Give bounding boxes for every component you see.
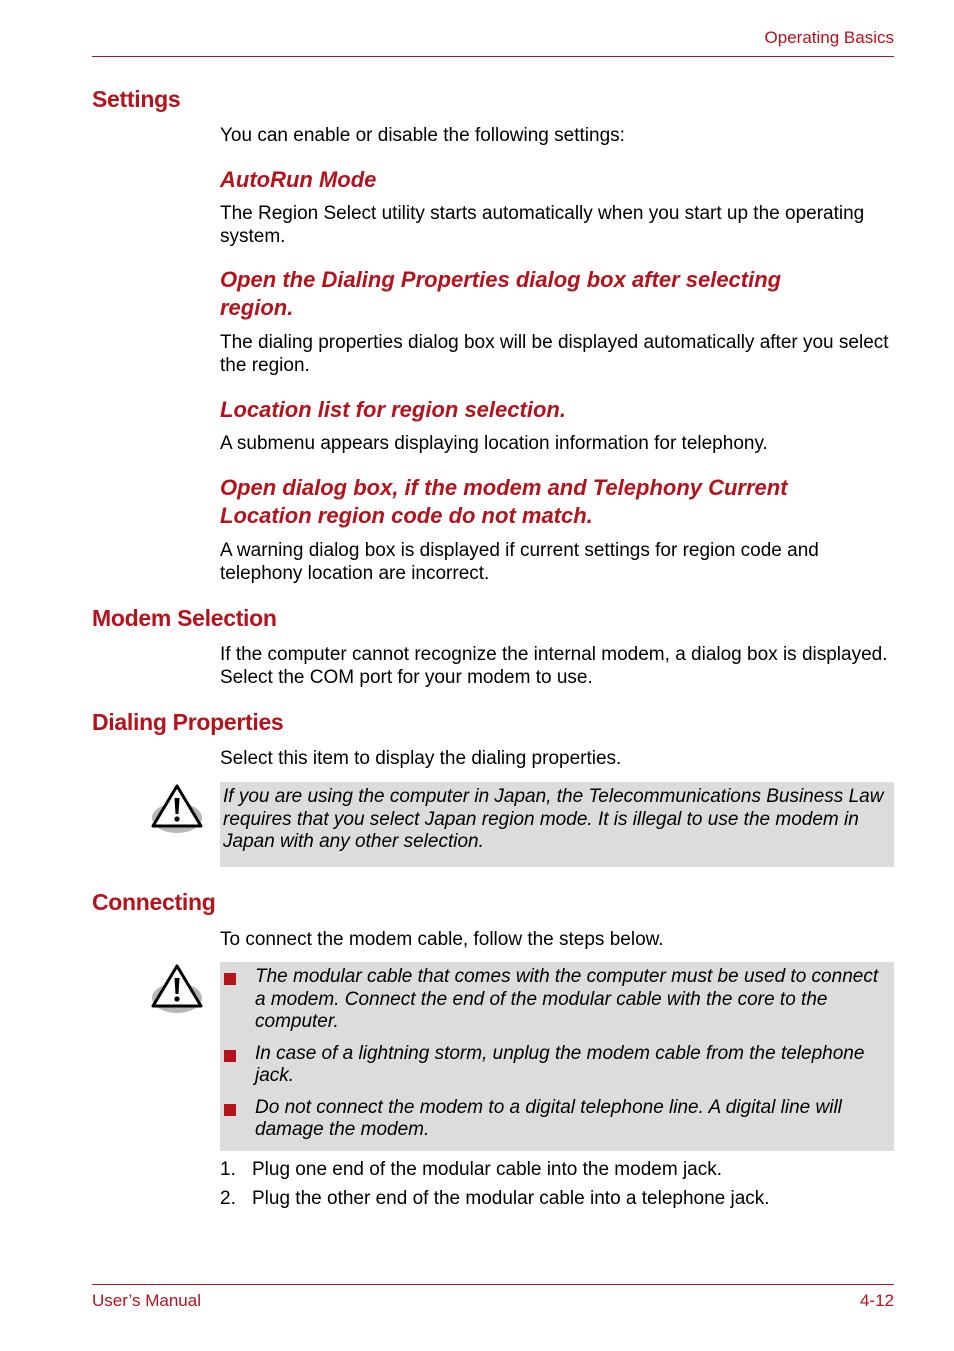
list-item [220, 1043, 886, 1088]
warning-icon [150, 782, 204, 834]
dialing-after-region-text: The dialing properties dialog box will be displayed automatically after you select the region. [220, 332, 889, 376]
header-rule [92, 56, 894, 57]
page-number: 4-12 [859, 1291, 894, 1310]
running-header: Operating Basics [764, 28, 894, 47]
footer-manual-title: User’s Manual [92, 1291, 201, 1310]
settings-intro: You can enable or disable the following settings: [220, 125, 625, 146]
modem-selection-text: If the computer cannot recognize the internal modem, a dialog box is displayed. Select the COM port for your modem to use. [220, 644, 888, 688]
footer-rule [92, 1284, 894, 1285]
step-number: 1. [220, 1159, 236, 1180]
location-list-heading: Location list for region selection. [220, 397, 566, 422]
step-text: Plug one end of the modular cable into the modem jack. [252, 1159, 723, 1180]
region-mismatch-text: A warning dialog box is displayed if current settings for region code and telephony location are incorrect. [220, 540, 819, 584]
list-item [220, 1097, 886, 1142]
dialing-properties-heading: Dialing Properties [92, 709, 284, 735]
caution-text: Do not connect the modem to a digital telephone line. A digital line will damage the modem. [255, 1096, 842, 1140]
step-item [220, 1187, 770, 1210]
heading-line: Open dialog box, if the modem and Telephony Current [220, 475, 788, 500]
autorun-text: The Region Select utility starts automatically when you start up the operating system. [220, 203, 865, 247]
connecting-heading: Connecting [92, 889, 216, 915]
step-number: 2. [220, 1188, 236, 1209]
japan-law-note: If you are using the computer in Japan, the Telecommunications Business Law requires that you select Japan region mode. It is illegal to use the modem in Japan with any other selection. [220, 782, 894, 867]
location-list-text: A submenu appears displaying location information for telephony. [220, 433, 768, 454]
square-bullet-icon [224, 973, 236, 985]
connecting-intro: To connect the modem cable, follow the steps below. [220, 929, 664, 950]
modem-selection-heading: Modem Selection [92, 605, 277, 631]
step-text: Plug the other end of the modular cable into a telephone jack. [252, 1188, 770, 1209]
caution-text: In case of a lightning storm, unplug the modem cable from the telephone jack. [255, 1042, 865, 1086]
square-bullet-icon [224, 1050, 236, 1062]
heading-line: region. [220, 295, 294, 320]
autorun-heading: AutoRun Mode [220, 167, 377, 192]
step-item [220, 1158, 722, 1181]
square-bullet-icon [224, 1104, 236, 1116]
heading-line: Open the Dialing Properties dialog box after selecting [220, 267, 782, 292]
connecting-cautions [220, 962, 894, 1151]
dialing-properties-text: Select this item to display the dialing properties. [220, 748, 622, 769]
warning-icon [150, 962, 204, 1014]
caution-text: The modular cable that comes with the computer must be used to connect a modem. Connect the end of the modular cable with the core to the computer. [255, 966, 879, 1032]
heading-line: Location region code do not match. [220, 503, 593, 528]
region-mismatch-heading [220, 474, 880, 530]
settings-heading: Settings [92, 86, 181, 112]
dialing-after-region-heading [220, 266, 880, 322]
list-item [220, 966, 886, 1034]
